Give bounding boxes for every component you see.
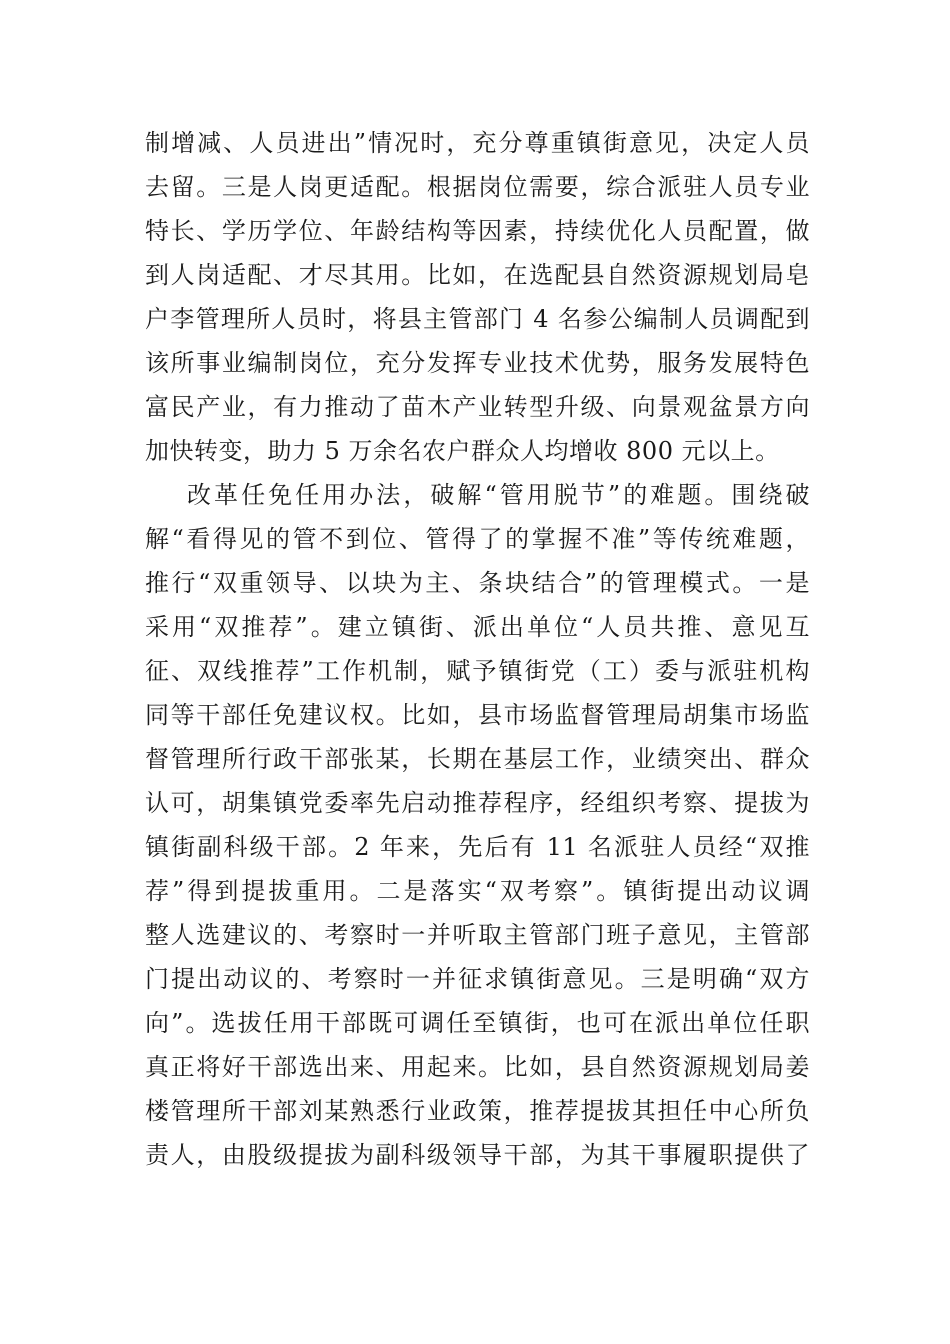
text-line: 向”。选拔任用干部既可调任至镇街，也可在派出单位任职 (145, 1009, 810, 1037)
text-line: 去留。三是人岗更适配。根据岗位需要，综合派驻人员专业 (145, 173, 810, 201)
text-line: 认可，胡集镇党委率先启动推荐程序，经组织考察、提拔为 (145, 789, 810, 817)
text-line-paragraph-end: 加快转变，助力 5 万余名农户群众人均增收 800 元以上。 (145, 437, 780, 465)
text-line: 同等干部任免建议权。比如，县市场监督管理局胡集市场监 (145, 701, 810, 729)
text-line: 解“看得见的管不到位、管得了的掌握不准”等传统难题， (145, 525, 810, 553)
text-line: 镇街副科级干部。2 年来，先后有 11 名派驻人员经“双推 (145, 833, 810, 861)
text-line: 到人岗适配、才尽其用。比如，在选配县自然资源规划局皂 (145, 261, 810, 289)
text-line-paragraph-start: 改革任免任用办法，破解“管用脱节”的难题。围绕破 (187, 481, 810, 509)
document-body (145, 121, 810, 1177)
text-line: 真正将好干部选出来、用起来。比如，县自然资源规划局姜 (145, 1053, 810, 1081)
text-line: 户李管理所人员时，将县主管部门 4 名参公编制人员调配到 (145, 305, 810, 333)
text-line: 荐”得到提拔重用。二是落实“双考察”。镇街提出动议调 (145, 877, 810, 905)
text-line: 整人选建议的、考察时一并听取主管部门班子意见，主管部 (145, 921, 810, 949)
text-line: 制增减、人员进出”情况时，充分尊重镇街意见，决定人员 (145, 129, 810, 157)
text-line: 采用“双推荐”。建立镇街、派出单位“人员共推、意见互 (145, 613, 810, 641)
text-line: 推行“双重领导、以块为主、条块结合”的管理模式。一是 (145, 569, 810, 597)
text-line: 富民产业，有力推动了苗木产业转型升级、向景观盆景方向 (145, 393, 810, 421)
text-line: 责人，由股级提拔为副科级领导干部，为其干事履职提供了 (145, 1141, 810, 1169)
text-line: 该所事业编制岗位，充分发挥专业技术优势，服务发展特色 (145, 349, 810, 377)
text-line: 征、双线推荐”工作机制，赋予镇街党（工）委与派驻机构 (145, 657, 810, 685)
text-line: 门提出动议的、考察时一并征求镇街意见。三是明确“双方 (145, 965, 810, 993)
text-line: 督管理所行政干部张某，长期在基层工作，业绩突出、群众 (145, 745, 810, 773)
text-line: 楼管理所干部刘某熟悉行业政策，推荐提拔其担任中心所负 (145, 1097, 810, 1125)
text-line: 特长、学历学位、年龄结构等因素，持续优化人员配置，做 (145, 217, 810, 245)
